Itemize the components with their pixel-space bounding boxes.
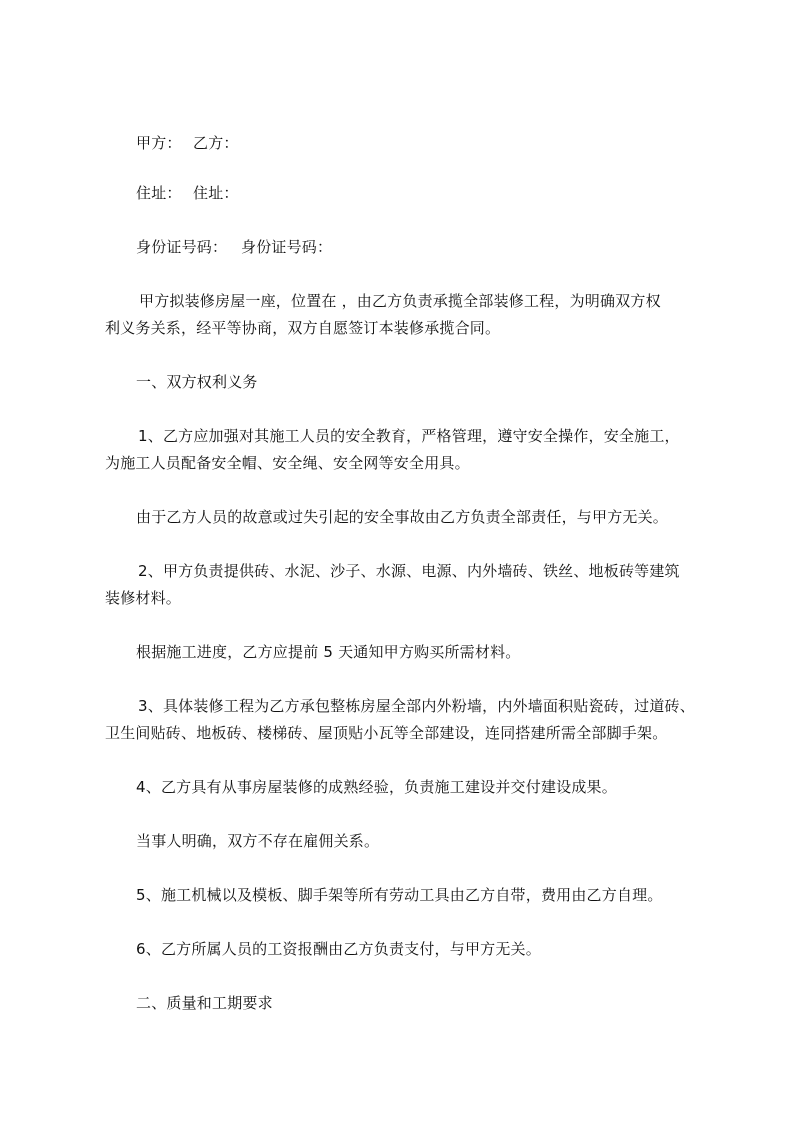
party-a-label: 甲方：	[136, 134, 182, 152]
item-1-line-2: 为施工人员配备安全帽、安全绳、安全网等安全用具。	[105, 454, 470, 472]
address-b-label: 住址：	[193, 184, 239, 202]
item-4: 4、乙方具有从事房屋装修的成熟经验，负责施工建设并交付建设成果。	[136, 778, 617, 796]
item-2-line-2: 装修材料。	[105, 589, 182, 607]
item-1-line-1: 1、乙方应加强对其施工人员的安全教育，严格管理，遵守安全操作，安全施工，	[138, 427, 680, 445]
item-4-note: 当事人明确，双方不存在雇佣关系。	[136, 832, 380, 850]
item-1-note: 由于乙方人员的故意或过失引起的安全事故由乙方负责全部责任，与甲方无关。	[136, 508, 669, 526]
item-2-line-1: 2、甲方负责提供砖、水泥、沙子、水源、电源、内外墙砖、铁丝、地板砖等建筑	[138, 562, 680, 580]
item-5: 5、施工机械以及模板、脚手架等所有劳动工具由乙方自带，费用由乙方自理。	[136, 886, 663, 904]
item-2-note: 根据施工进度，乙方应提前 5 天通知甲方购买所需材料。	[136, 643, 521, 661]
item-3-line-2: 卫生间贴砖、地板砖、楼梯砖、屋顶贴小瓦等全部建设，连同搭建所需全部脚手架。	[105, 724, 668, 742]
intro-line-1: 甲方拟装修房屋一座，位置在 ，由乙方负责承揽全部装修工程，为明确双方权	[139, 292, 661, 310]
party-b-label: 乙方：	[193, 134, 239, 152]
section-2-heading: 二、质量和工期要求	[136, 994, 273, 1012]
item-3-line-1: 3、具体装修工程为乙方承包整栋房屋全部内外粉墙，内外墙面积贴瓷砖，过道砖、	[138, 697, 695, 715]
item-6: 6、乙方所属人员的工资报酬由乙方负责支付，与甲方无关。	[136, 940, 541, 958]
section-1-heading: 一、双方权利义务	[136, 373, 258, 391]
id-number-b-label: 身份证号码：	[241, 238, 333, 256]
intro-line-2: 利义务关系，经平等协商，双方自愿签订本装修承揽合同。	[105, 319, 501, 337]
id-number-a-label: 身份证号码：	[136, 238, 228, 256]
address-a-label: 住址：	[136, 184, 182, 202]
